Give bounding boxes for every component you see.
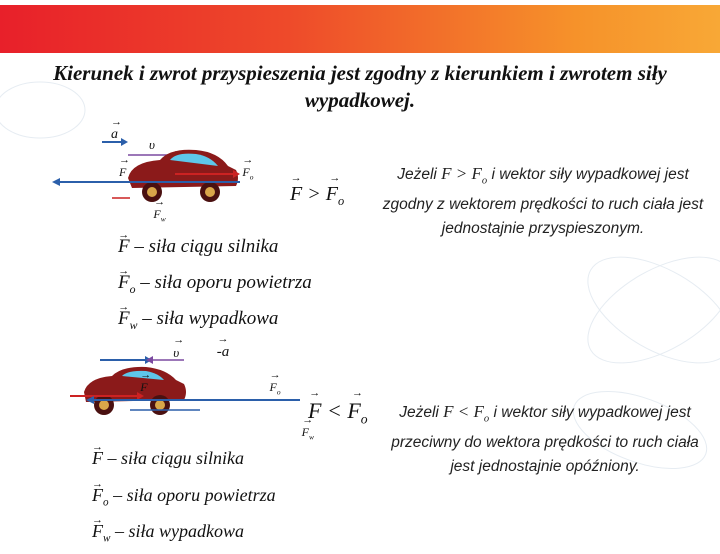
definition-item: → F – siła ciągu silnika	[92, 444, 276, 481]
label-acceleration: → a	[111, 127, 118, 143]
label-force-Fo-2: → $F_o$	[270, 380, 281, 396]
definition-item: → F – siła ciągu silnika	[118, 232, 312, 268]
label-force-Fw-2: → $F_w$	[302, 425, 314, 441]
page-title: Kierunek i zwrot przyspieszenia jest zgodny z kierunkiem i zwrotem siły wypadkowej.	[53, 61, 667, 112]
condition-1: $F > F_o$	[441, 164, 488, 187]
definition-item: → $F_o$ – siła oporu powietrza	[92, 481, 276, 518]
label-velocity: υ	[149, 137, 155, 152]
definition-item: → $F_w$ – siła wypadkowa	[118, 304, 312, 340]
label-velocity-2: → υ	[173, 345, 179, 361]
label-force-F: → F	[119, 165, 126, 180]
label-negative-acceleration: → -a	[217, 344, 230, 361]
paragraph-accelerated: Jeżeli $F > F_o$ i wektor siły wypadkowej jest zgodny z wektorem prędkości to ruch ciała jest jednostajnie przyspieszonym.	[382, 164, 704, 238]
definition-list-2	[92, 444, 276, 554]
definition-item: → $F_o$ – siła oporu powietrza	[118, 268, 312, 304]
condition-2: $F < F_o$	[443, 402, 490, 425]
paragraph-decelerated: Jeżeli $F < F_o$ i wektor siły wypadkowej jest przeciwny do wektora prędkości to ruch ciała jest jednostajnie opóźniony.	[391, 402, 699, 476]
label-force-Fw: → $F_w$	[153, 207, 165, 223]
inequality-1: → F > → $F_o$	[290, 183, 344, 209]
label-force-F-2: → F	[140, 380, 147, 395]
label-force-Fo: → $F_o$	[242, 165, 253, 181]
car-2	[84, 367, 186, 415]
definition-item: → $F_w$ – siła wypadkowa	[92, 517, 276, 554]
inequality-2: → F < → $F_o$	[308, 398, 368, 427]
